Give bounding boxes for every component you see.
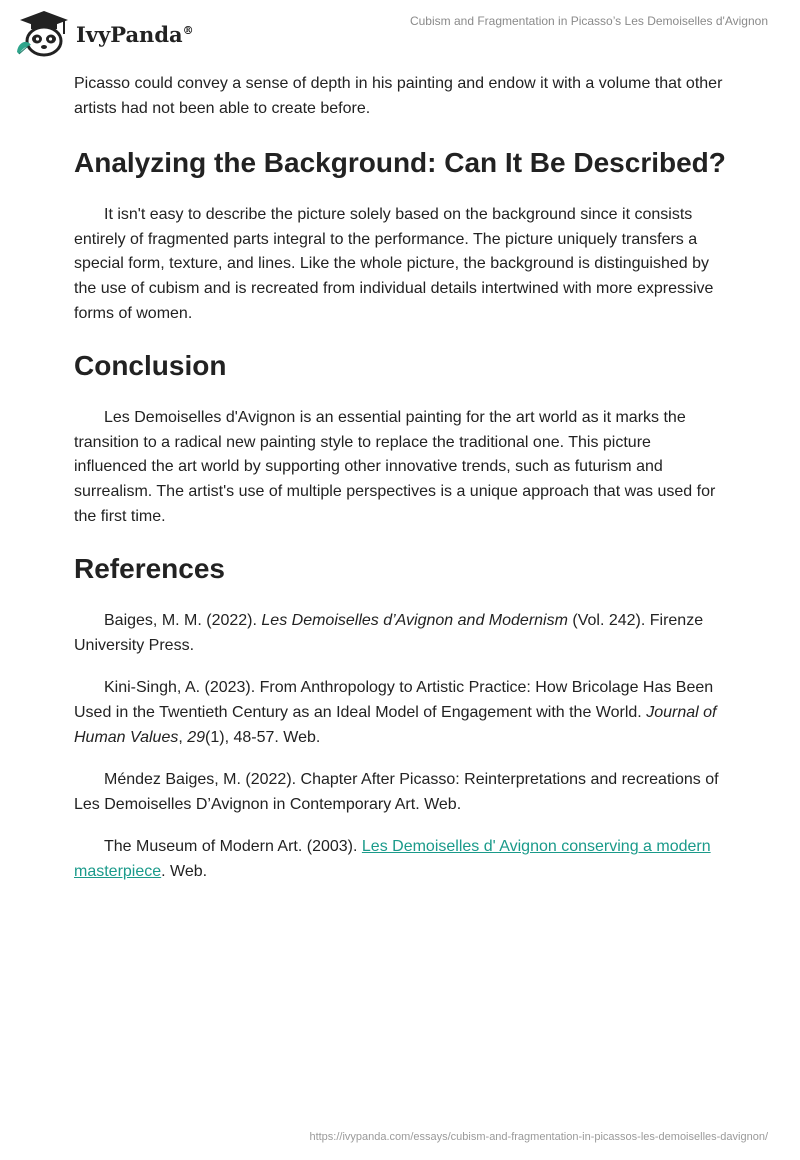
references-heading: References bbox=[74, 553, 225, 585]
reference-text: Méndez Baiges, M. (2022). Chapter After Picasso: Reinterpretations and recreations of Les Demoiselles D’Avignon in Contemporary Art. Web. bbox=[74, 771, 719, 813]
reference-text: (1), 48-57. Web. bbox=[205, 728, 321, 746]
reference-item bbox=[74, 676, 728, 750]
section-paragraph-conclusion: Les Demoiselles d'Avignon is an essential painting for the art world as it marks the transition to a radical new painting style to replace the traditional one. This picture influenced the art world by supporting other innovative trends, such as futurism and surrealism. The artist's use of multiple perspectives is a unique approach that was used for the first time. bbox=[74, 409, 716, 525]
reference-volume: 29 bbox=[187, 728, 206, 746]
logo-text: IvyPanda bbox=[76, 21, 183, 47]
reference-text: Baiges, M. M. (2022). bbox=[104, 612, 262, 630]
reference-link[interactable]: Les Demoiselles d' Avignon conserving a modern masterpiece bbox=[74, 838, 711, 880]
reference-item bbox=[74, 835, 728, 884]
reference-journal: Journal of Human Values bbox=[74, 703, 717, 746]
reference-item bbox=[74, 768, 728, 817]
essay-content bbox=[74, 72, 728, 902]
panda-logo-icon bbox=[14, 8, 70, 58]
registered-mark: ® bbox=[182, 23, 194, 37]
reference-text: Kini-Singh, A. (2023). From Anthropology to Artistic Practice: How Bricolage Has Been Used in the Twentieth Century as an Ideal Model of Engagement with the World. bbox=[74, 679, 714, 721]
reference-text: (Vol. 242). Firenze University Press. bbox=[74, 612, 704, 654]
reference-item bbox=[74, 609, 728, 658]
running-title: Cubism and Fragmentation in Picasso’s Les Demoiselles d'Avignon bbox=[409, 14, 768, 28]
page-header bbox=[0, 0, 800, 64]
section-heading-background: Analyzing the Background: Can It Be Described? bbox=[74, 147, 726, 179]
reference-text: . Web. bbox=[161, 862, 208, 880]
logo[interactable] bbox=[14, 8, 194, 58]
reference-text: The Museum of Modern Art. (2003). bbox=[104, 838, 362, 856]
intro-paragraph: Picasso could convey a sense of depth in his painting and endow it with a volume that other artists had not been able to create before. bbox=[74, 75, 723, 117]
reference-title: Les Demoiselles d’Avignon and Modernism bbox=[261, 612, 568, 630]
section-heading-conclusion: Conclusion bbox=[74, 350, 227, 382]
reference-text: , bbox=[178, 728, 188, 746]
footer-url: https://ivypanda.com/essays/cubism-and-fragmentation-in-picassos-les-demoiselles-davignon/ bbox=[309, 1131, 768, 1143]
section-paragraph-background: It isn't easy to describe the picture solely based on the background since it consists entirely of fragmented parts integral to the performance. The picture uniquely transfers a special form, texture, and lines. Like the whole picture, the background is distinguished by the use of cubism and is recreated from individual details intertwined with more expressive forms of women. bbox=[74, 206, 714, 322]
